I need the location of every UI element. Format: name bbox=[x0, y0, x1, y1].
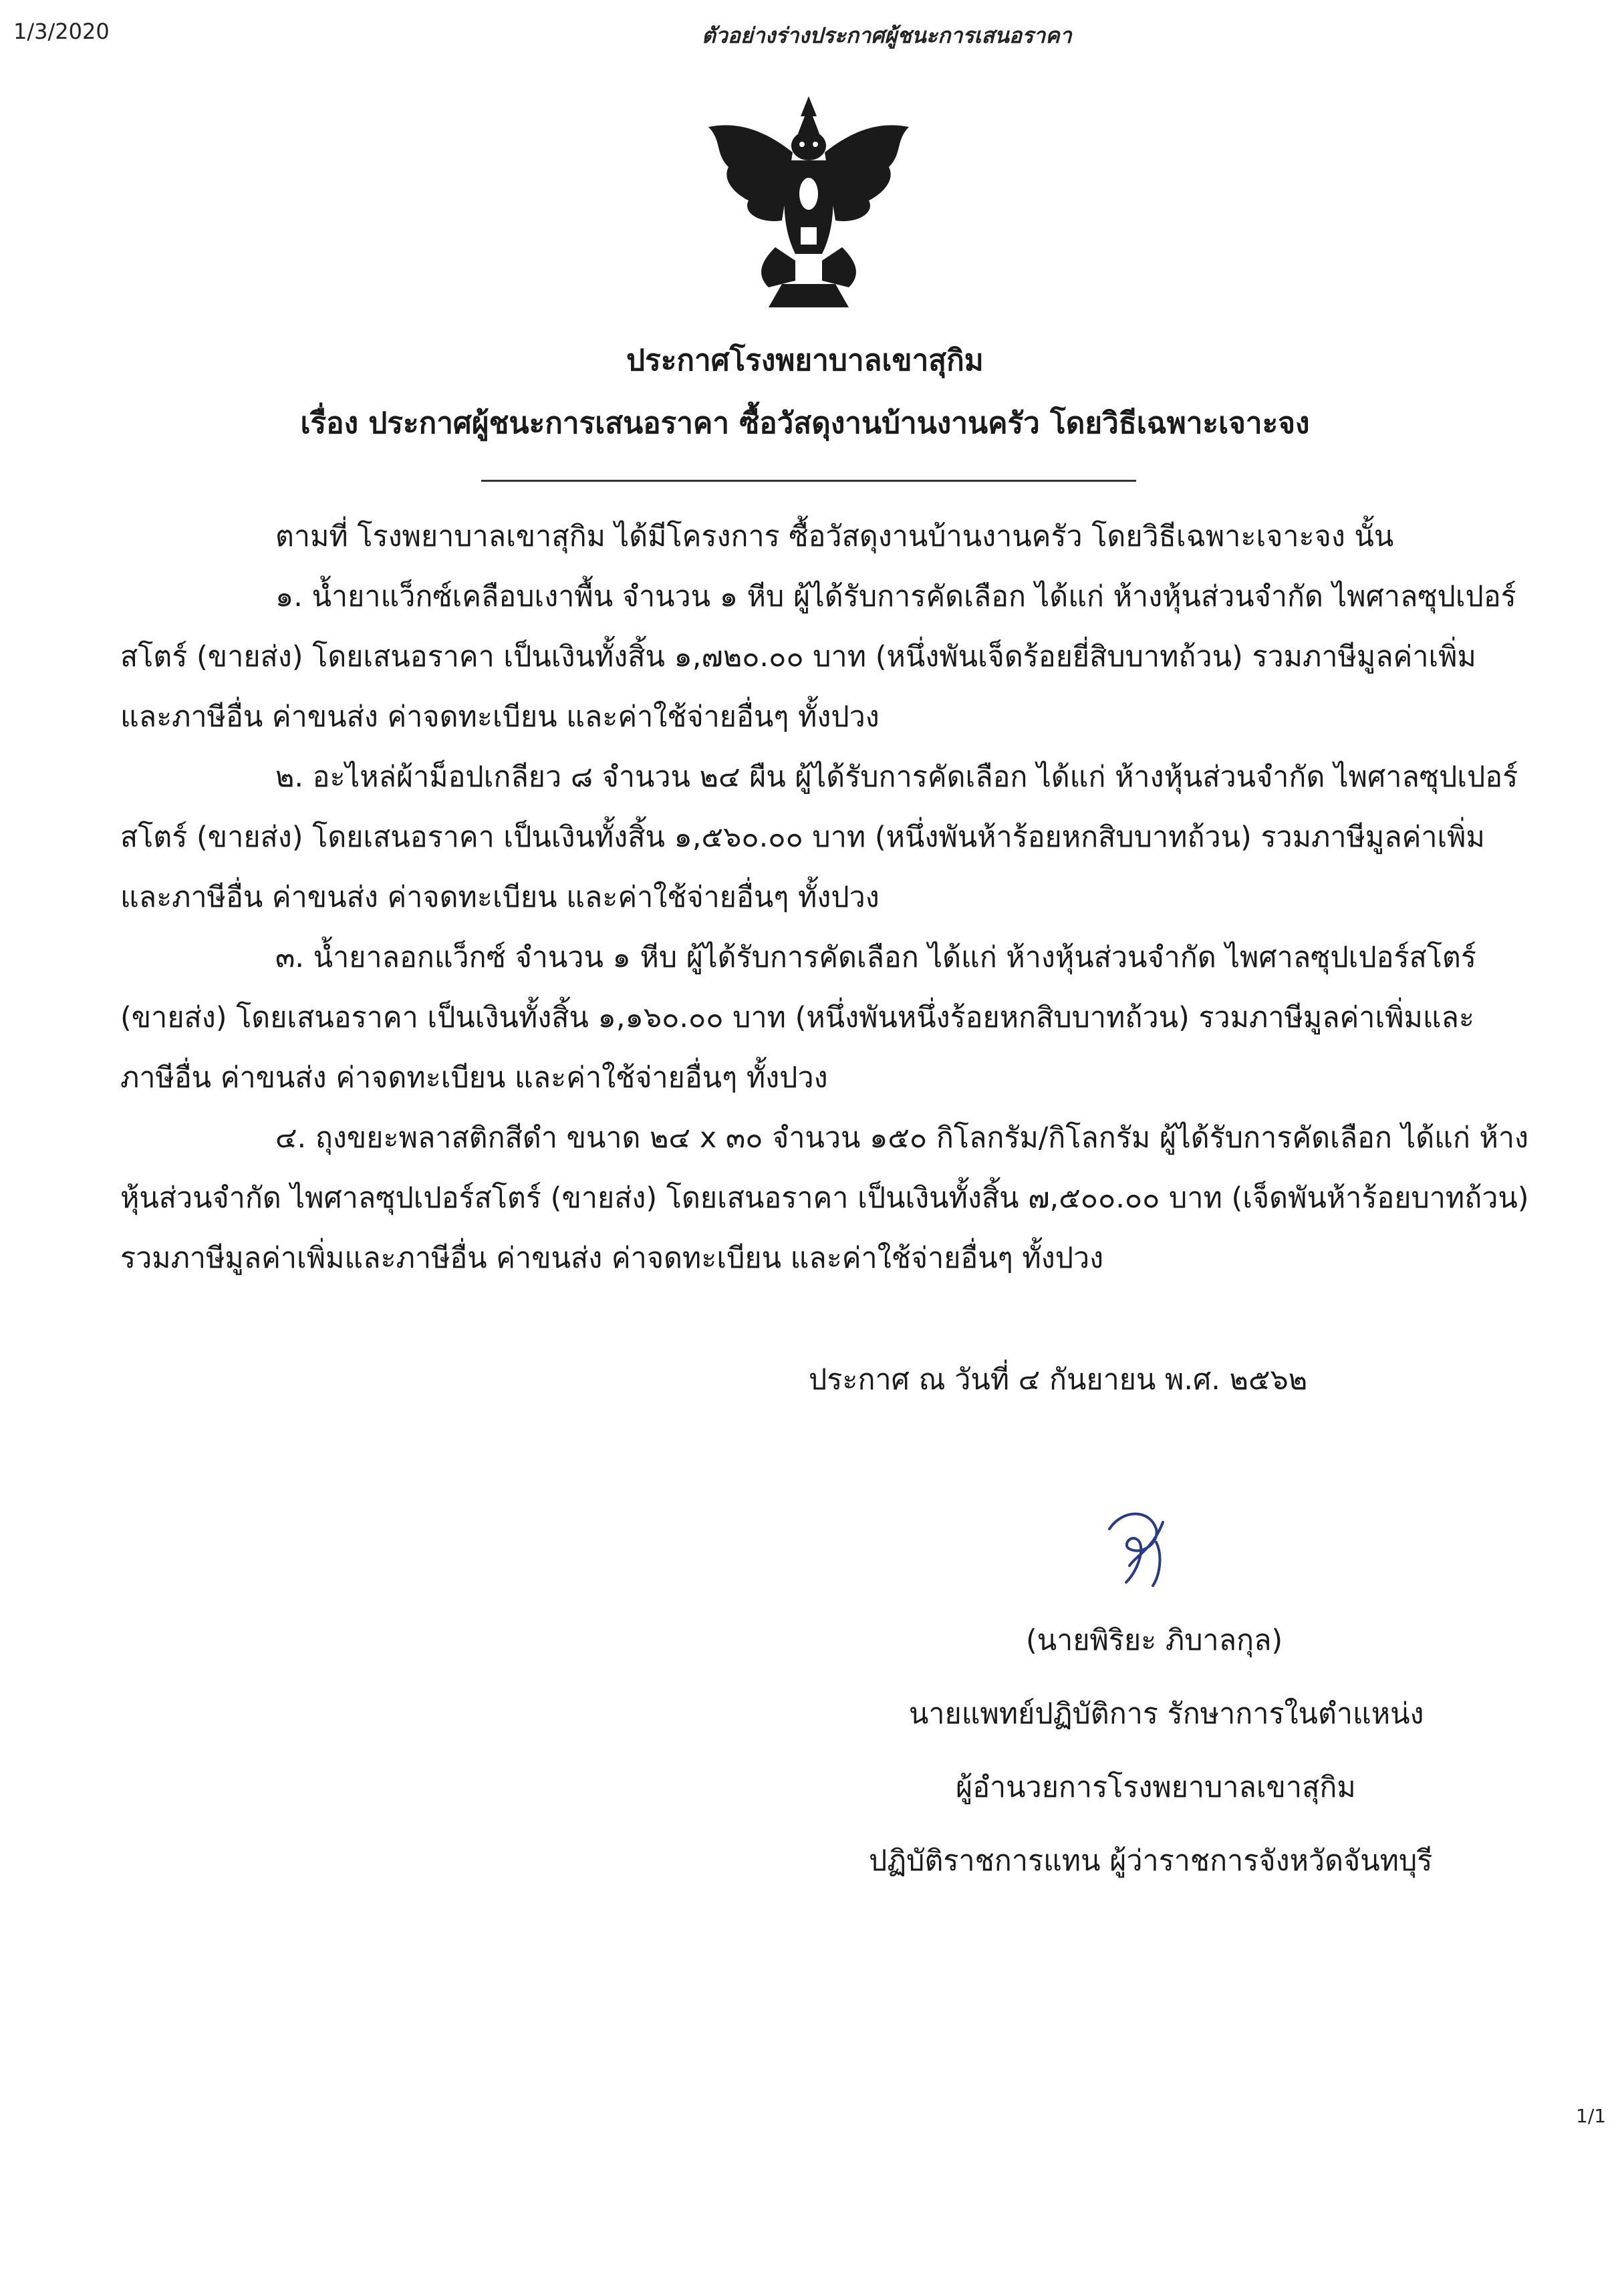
announcement-date: ประกาศ ณ วันที่ ๔ กันยายน พ.ศ. ๒๕๖๒ bbox=[809, 1363, 1308, 1397]
item-paragraph-1 bbox=[120, 567, 1516, 747]
document-label: ตัวอย่างร่างประกาศผู้ชนะการเสนอราคา bbox=[702, 23, 1072, 48]
item-paragraph-2 bbox=[120, 747, 1518, 927]
item-line: รวมภาษีมูลค่าเพิ่มและภาษีอื่น ค่าขนส่ง ค่าจดทะเบียน และค่าใช้จ่ายอื่นๆ ทั้งปวง bbox=[120, 1242, 1104, 1275]
handwritten-signature bbox=[1089, 1502, 1183, 1596]
document-subject: เรื่อง ประกาศผู้ชนะการเสนอราคา ซื้อวัสดุงานบ้านงานครัว โดยวิธีเฉพาะเจาะจง bbox=[300, 406, 1310, 440]
signer-name: (นายพิริยะ ภิบาลกุล) bbox=[1026, 1624, 1283, 1657]
item-line: (ขายส่ง) โดยเสนอราคา เป็นเงินทั้งสิ้น ๑,๑๖๐.๐๐ บาท (หนึ่งพันหนึ่งร้อยหกสิบบาทถ้วน) รวมภาษีมูลค่าเพิ่มและ bbox=[120, 1001, 1474, 1034]
item-line: ๑. น้ำยาแว็กซ์เคลือบเงาพื้น จำนวน ๑ หีบ ผู้ได้รับการคัดเลือก ได้แก่ ห้างหุ้นส่วนจำกัด ไพศาลซุปเปอร์ bbox=[275, 580, 1516, 613]
item-line: ภาษีอื่น ค่าขนส่ง ค่าจดทะเบียน และค่าใช้จ่ายอื่นๆ ทั้งปวง bbox=[120, 1061, 828, 1095]
signer-position: นายแพทย์ปฏิบัติการ รักษาการในตำแหน่ง bbox=[909, 1697, 1424, 1731]
item-paragraph-3 bbox=[120, 927, 1476, 1108]
item-line: สโตร์ (ขายส่ง) โดยเสนอราคา เป็นเงินทั้งสิ้น ๑,๕๖๐.๐๐ บาท (หนึ่งพันห้าร้อยหกสิบบาทถ้วน) รวมภาษีมูลค่าเพิ่ม bbox=[120, 821, 1485, 854]
item-line: สโตร์ (ขายส่ง) โดยเสนอราคา เป็นเงินทั้งสิ้น ๑,๗๒๐.๐๐ บาท (หนึ่งพันเจ็ดร้อยยี่สิบบาทถ้วน) รวมภาษีมูลค่าเพิ่ม bbox=[120, 640, 1476, 674]
title-divider bbox=[481, 480, 1136, 482]
item-paragraph-4 bbox=[120, 1108, 1529, 1288]
signer-position: ปฏิบัติราชการแทน ผู้ว่าราชการจังหวัดจันทบุรี bbox=[869, 1844, 1433, 1878]
signer-position: ผู้อำนวยการโรงพยาบาลเขาสุกิม bbox=[956, 1771, 1356, 1804]
intro-paragraph: ตามที่ โรงพยาบาลเขาสุกิม ได้มีโครงการ ซื้อวัสดุงานบ้านงานครัว โดยวิธีเฉพาะเจาะจง นั้น bbox=[275, 520, 1394, 553]
item-line: หุ้นส่วนจำกัด ไพศาลซุปเปอร์สโตร์ (ขายส่ง) โดยเสนอราคา เป็นเงินทั้งสิ้น ๗,๕๐๐.๐๐ บาท (เจ็ดพันห้าร้อยบาทถ้วน) bbox=[120, 1181, 1529, 1215]
item-line: ๒. อะไหล่ผ้าม็อปเกลียว ๘ จำนวน ๒๔ ผืน ผู้ได้รับการคัดเลือก ได้แก่ ห้างหุ้นส่วนจำกัด ไพศาลซุปเปอร์ bbox=[275, 760, 1518, 794]
item-line: และภาษีอื่น ค่าขนส่ง ค่าจดทะเบียน และค่าใช้จ่ายอื่นๆ ทั้งปวง bbox=[120, 700, 880, 734]
item-line: และภาษีอื่น ค่าขนส่ง ค่าจดทะเบียน และค่าใช้จ่ายอื่นๆ ทั้งปวง bbox=[120, 881, 880, 914]
print-date: 1/3/2020 bbox=[13, 19, 110, 44]
garuda-emblem-icon bbox=[695, 94, 922, 314]
page-count: 1/1 bbox=[1576, 2105, 1607, 2127]
item-line: ๔. ถุงขยะพลาสติกสีดำ ขนาด ๒๔ x ๓๐ จำนวน ๑๕๐ กิโลกรัม/กิโลกรัม ผู้ได้รับการคัดเลือก ได้แก่ ห้าง bbox=[275, 1121, 1529, 1155]
item-line: ๓. น้ำยาลอกแว็กซ์ จำนวน ๑ หีบ ผู้ได้รับการคัดเลือก ได้แก่ ห้างหุ้นส่วนจำกัด ไพศาลซุปเปอร์สโตร์ bbox=[275, 941, 1476, 974]
document-title: ประกาศโรงพยาบาลเขาสุกิม bbox=[626, 343, 984, 378]
